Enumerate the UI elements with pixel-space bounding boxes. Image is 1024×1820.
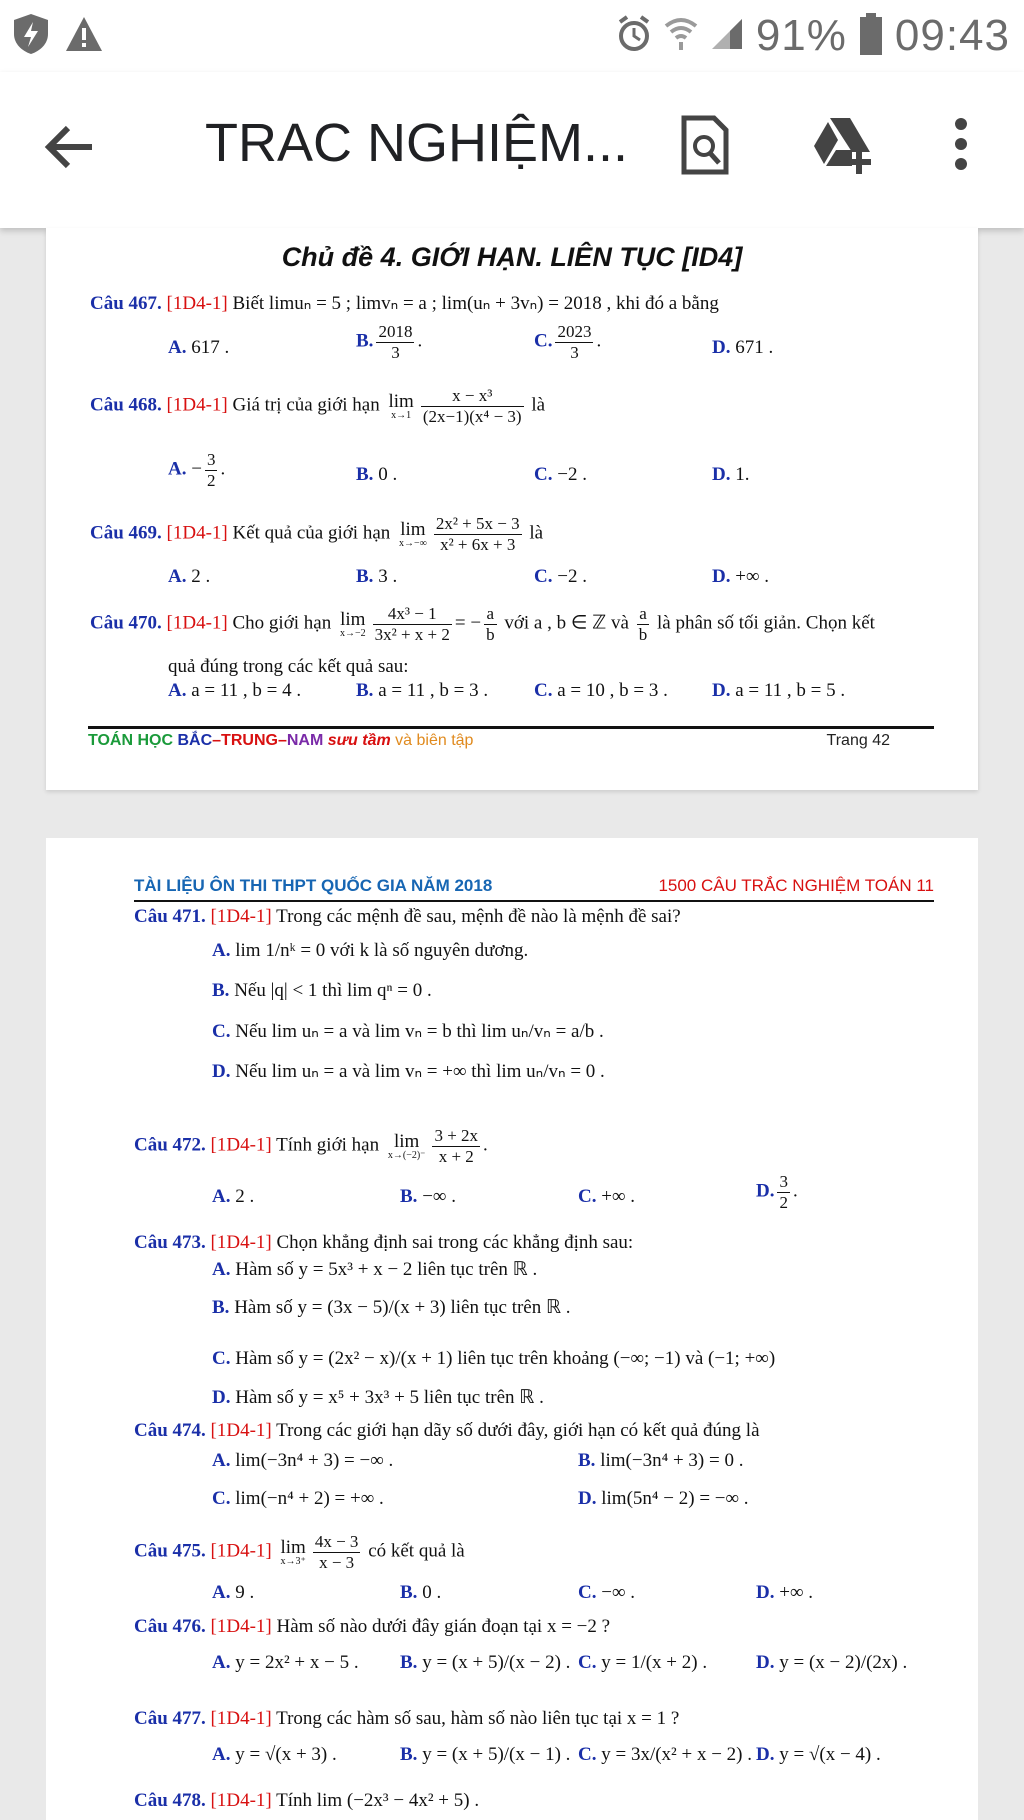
option-d[interactable]: D. y = (x − 2)/(2x) . (756, 1652, 908, 1673)
option-a[interactable]: A. 9 . (212, 1582, 255, 1603)
option-d[interactable]: D. +∞ . (712, 566, 769, 587)
option-c[interactable]: C. y = 3x/(x² + x − 2) . (578, 1744, 753, 1765)
option-c[interactable]: C. −∞ . (578, 1582, 635, 1603)
header-divider (134, 900, 934, 902)
option-a[interactable]: A. a = 11 , b = 4 . (168, 680, 302, 701)
header-right: 1500 CÂU TRẮC NGHIỆM TOÁN 11 (658, 876, 934, 895)
question-468: Câu 468. [1D4-1] Giá trị của giới hạn lim x→1 $\frac{\text{x − x³}}{\text{(2x−1)(x⁴ − 3)}}$ là (90, 386, 546, 426)
battery-icon (859, 13, 883, 60)
question-470: Câu 470. [1D4-1] Cho giới hạn lim x→−2 $\frac{\text{4x³ − 1}}{\text{3x² + x + 2}}$ = − $\frac{a}{b}$ với a , b ∈ ℤ và $\frac{a}{b}$ là phân số tối giản. Chọn kết (90, 604, 875, 644)
option-b[interactable]: B. 0 . (400, 1582, 442, 1603)
question-472: Câu 472. [1D4-1] Tính giới hạn lim x→(−2)⁻ $\frac{3 + 2x}{x + 2}$ . (134, 1126, 488, 1166)
alarm-icon (616, 14, 652, 59)
option-d[interactable]: D. Hàm số y = x⁵ + 3x³ + 5 liên tục trên ℝ . (212, 1387, 544, 1408)
option-d[interactable]: D. lim(5n⁴ − 2) = −∞ . (578, 1488, 749, 1509)
option-b[interactable]: B. lim(−3n⁴ + 3) = 0 . (578, 1450, 744, 1471)
footer-divider (88, 726, 934, 729)
option-c[interactable]: C. −2 . (534, 566, 587, 587)
warning-icon (64, 15, 104, 58)
option-d[interactable]: D. 1. (712, 464, 750, 485)
option-b[interactable]: B. −∞ . (400, 1186, 456, 1207)
option-b[interactable]: B. Nếu |q| < 1 thì lim qⁿ = 0 . (212, 980, 432, 1001)
clock: 09:43 (894, 11, 1010, 60)
option-a[interactable]: A. lim(−3n⁴ + 3) = −∞ . (212, 1450, 394, 1471)
option-d[interactable]: D. $\frac{3}{2}$ . (756, 1172, 798, 1212)
wifi-icon (664, 16, 698, 57)
app-bar (0, 72, 1024, 228)
option-b[interactable]: B. y = (x + 5)/(x − 2) . (400, 1652, 571, 1673)
question-467: Câu 467. [1D4-1] Biết limuₙ = 5 ; limvₙ = a ; lim(uₙ + 3vₙ) = 2018 , khi đó a bằng (90, 293, 719, 314)
option-c[interactable]: C. +∞ . (578, 1186, 635, 1207)
option-a[interactable]: A. 2 . (212, 1186, 255, 1207)
question-469: Câu 469. [1D4-1] Kết quả của giới hạn lim x→−∞ $\frac{\text{2x² + 5x − 3}}{\text{x² + 6x + 3}}$ là (90, 514, 544, 554)
option-c[interactable]: C. y = 1/(x + 2) . (578, 1652, 708, 1673)
page-number: Trang 42 (826, 732, 890, 749)
option-a[interactable]: A. y = 2x² + x − 5 . (212, 1652, 359, 1673)
option-c[interactable]: C. Hàm số y = (2x² − x)/(x + 1) liên tục trên khoảng (−∞; −1) và (−1; +∞) (212, 1348, 776, 1369)
document-page-42 (46, 228, 978, 790)
option-d[interactable]: D. y = √(x − 4) . (756, 1744, 881, 1765)
option-d[interactable]: D. +∞ . (756, 1582, 813, 1603)
signal-icon (710, 17, 744, 56)
question-475: Câu 475. [1D4-1] lim x→3⁺ $\frac{4x - 3}{x - 3}$ có kết quả là (134, 1532, 465, 1572)
option-c[interactable]: C. a = 10 , b = 3 . (534, 680, 668, 701)
option-a[interactable]: A. 2 . (168, 566, 211, 587)
option-b[interactable]: B. 0 . (356, 464, 398, 485)
option-d[interactable]: D. a = 11 , b = 5 . (712, 680, 846, 701)
option-b[interactable]: B. 3 . (356, 566, 398, 587)
option-c[interactable]: C. Nếu lim uₙ = a và lim vₙ = b thì lim uₙ/vₙ = a/b . (212, 1021, 604, 1042)
shield-bolt-icon (10, 12, 52, 61)
more-vert-icon[interactable] (954, 114, 968, 179)
back-arrow-icon[interactable] (40, 117, 100, 177)
question-471: Câu 471. [1D4-1] Trong các mệnh đề sau, mệnh đề nào là mệnh đề sai? (134, 906, 681, 927)
drive-add-icon[interactable] (810, 114, 876, 181)
document-page-43 (46, 838, 978, 1820)
option-a[interactable]: A. − $\frac{3}{2}$ . (168, 450, 226, 490)
question-474: Câu 474. [1D4-1] Trong các giới hạn dãy số dưới đây, giới hạn có kết quả đúng là (134, 1420, 760, 1441)
option-d[interactable]: D. 671 . (712, 337, 774, 358)
status-bar (0, 0, 1024, 72)
topic-title: Chủ đề 4. GIỚI HẠN. LIÊN TỤC [ID4] (281, 242, 743, 272)
search-document-icon[interactable] (680, 114, 730, 181)
question-477: Câu 477. [1D4-1] Trong các hàm số sau, hàm số nào liên tục tại x = 1 ? (134, 1708, 680, 1729)
question-470-line2: quả đúng trong các kết quả sau: (168, 656, 409, 677)
option-d[interactable]: D. Nếu lim uₙ = a và lim vₙ = +∞ thì lim uₙ/vₙ = 0 . (212, 1061, 605, 1082)
option-a[interactable]: A. lim 1/nᵏ = 0 với k là số nguyên dương. (212, 940, 529, 961)
option-c[interactable]: C. $\frac{2023}{3}$ . (534, 322, 602, 362)
question-476: Câu 476. [1D4-1] Hàm số nào dưới đây gián đoạn tại x = −2 ? (134, 1616, 611, 1637)
question-473: Câu 473. [1D4-1] Chọn khẳng định sai trong các khẳng định sau: (134, 1232, 634, 1253)
option-a[interactable]: A. 617 . (168, 337, 230, 358)
option-a[interactable]: A. Hàm số y = 5x³ + x − 2 liên tục trên ℝ . (212, 1259, 538, 1280)
option-a[interactable]: A. y = √(x + 3) . (212, 1744, 337, 1765)
option-b[interactable]: B. $\frac{2018}{3}$ . (356, 322, 423, 362)
option-b[interactable]: B. Hàm số y = (3x − 5)/(x + 3) liên tục trên ℝ . (212, 1297, 571, 1318)
document-title: TRAC NGHIỆM... (205, 113, 629, 173)
option-b[interactable]: B. a = 11 , b = 3 . (356, 680, 489, 701)
option-c[interactable]: C. lim(−n⁴ + 2) = +∞ . (212, 1488, 384, 1509)
battery-percent: 91% (755, 11, 847, 60)
option-b[interactable]: B. y = (x + 5)/(x − 1) . (400, 1744, 571, 1765)
option-c[interactable]: C. −2 . (534, 464, 587, 485)
question-478: Câu 478. [1D4-1] Tính lim (−2x³ − 4x² + 5) . (134, 1790, 480, 1811)
footer-credit: TOÁN HỌC BẮC–TRUNG–NAM sưu tầm và biên tập (88, 732, 474, 749)
header-left: TÀI LIỆU ÔN THI THPT QUỐC GIA NĂM 2018 (134, 876, 493, 895)
